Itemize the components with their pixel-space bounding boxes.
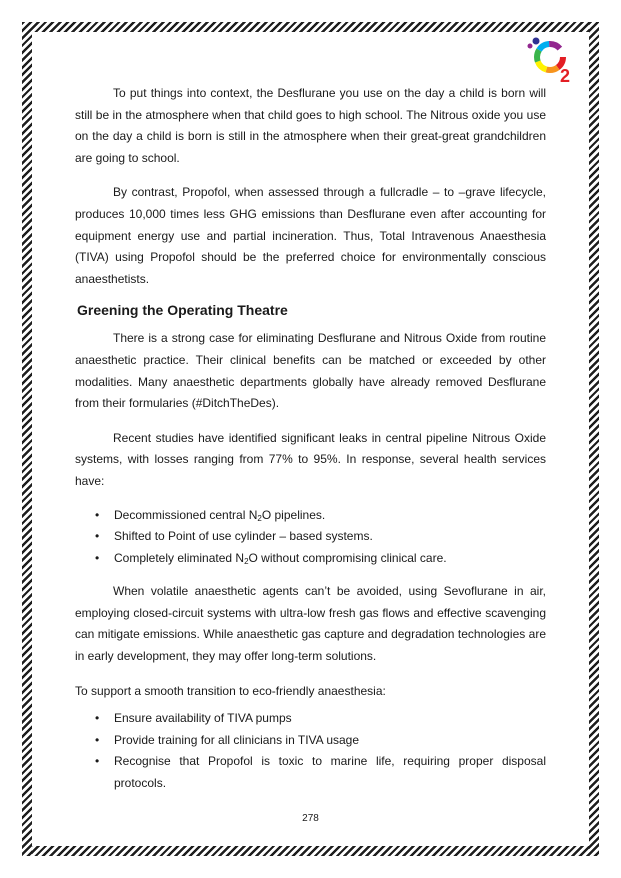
o2-logo (524, 36, 580, 88)
health-services-list (75, 505, 546, 570)
list-item-text: Shifted to Point of use cylinder – based systems. (114, 529, 373, 544)
logo-dot-mid (533, 38, 540, 45)
list-item (75, 526, 546, 548)
page-border-top (22, 22, 599, 32)
page-body (75, 83, 546, 795)
subscript: 2 (257, 513, 262, 523)
bullet: • (95, 711, 100, 726)
list-item (75, 548, 546, 570)
list-item (75, 708, 546, 730)
page-border-left (22, 22, 32, 856)
subscript: 2 (244, 556, 249, 566)
list-item-text: Provide training for all clinicians in TIVA usage (114, 732, 360, 747)
paragraph-context: To put things into context, the Desflurane you use on the day a child is born will still be in the atmosphere when that child goes to high school. The Nitrous oxide you use on the day a child is born is still in the atmosphere when their great-great grandchildren are going to school. (75, 86, 546, 165)
transition-list (75, 708, 546, 794)
logo-dot-small (528, 44, 533, 49)
paragraph-transition-intro: To support a smooth transition to eco-friendly anaesthesia: (75, 683, 386, 698)
list-item (75, 730, 546, 752)
bullet: • (95, 732, 100, 747)
bullet: • (95, 529, 100, 544)
list-item-text: Recognise that Propofol is toxic to marine life, requiring proper disposal protocols. (114, 754, 546, 791)
list-item-text: Ensure availability of TIVA pumps (114, 711, 292, 726)
page-border-right (589, 22, 599, 856)
list-item-text-end: O pipelines. (261, 507, 326, 522)
bullet: • (95, 754, 100, 769)
page-number: 278 (302, 813, 319, 824)
paragraph-volatile-agents: When volatile anaesthetic agents can’t be avoided, using Sevoflurane in air, employing closed-circuit systems with ultra-low fresh gas flows and effective scavenging can mitigate emissions. While anaesthetic gas capture and degradation technologies are in early development, they may offer long-term solutions. (75, 584, 546, 664)
bullet: • (95, 507, 100, 522)
list-item-text: Decommissioned central N (114, 507, 258, 522)
list-item (75, 505, 546, 527)
list-item-text: Completely eliminated N (114, 550, 245, 565)
paragraph-pipeline-leaks: Recent studies have identified significant leaks in central pipeline Nitrous Oxide systems, with losses ranging from 77% to 95%. In response, several health services have: (75, 430, 546, 488)
section-heading: Greening the Operating Theatre (77, 302, 288, 319)
bullet: • (95, 550, 100, 565)
list-item-text-end: O without compromising clinical care. (248, 550, 447, 565)
paragraph-case-for-eliminating: There is a strong case for eliminating Desflurane and Nitrous Oxide from routine anaesthetic practice. Their clinical benefits can be matched or exceeded by other modalities. Many anaesthetic departments globally have already removed Desflurane from their formularies (#DitchTheDes). (75, 331, 546, 411)
page-border-bottom (22, 846, 599, 856)
list-item (75, 751, 546, 794)
logo-two: 2 (560, 66, 571, 86)
paragraph-propofol: By contrast, Propofol, when assessed through a fullcradle – to –grave lifecycle, produces 10,000 times less GHG emissions than Desflurane even after accounting for equipment energy use and partial incineration. Thus, Total Intravenous Anaesthesia (TIVA) using Propofol should be the preferred choice for environmentally conscious anaesthetists. (75, 185, 546, 286)
